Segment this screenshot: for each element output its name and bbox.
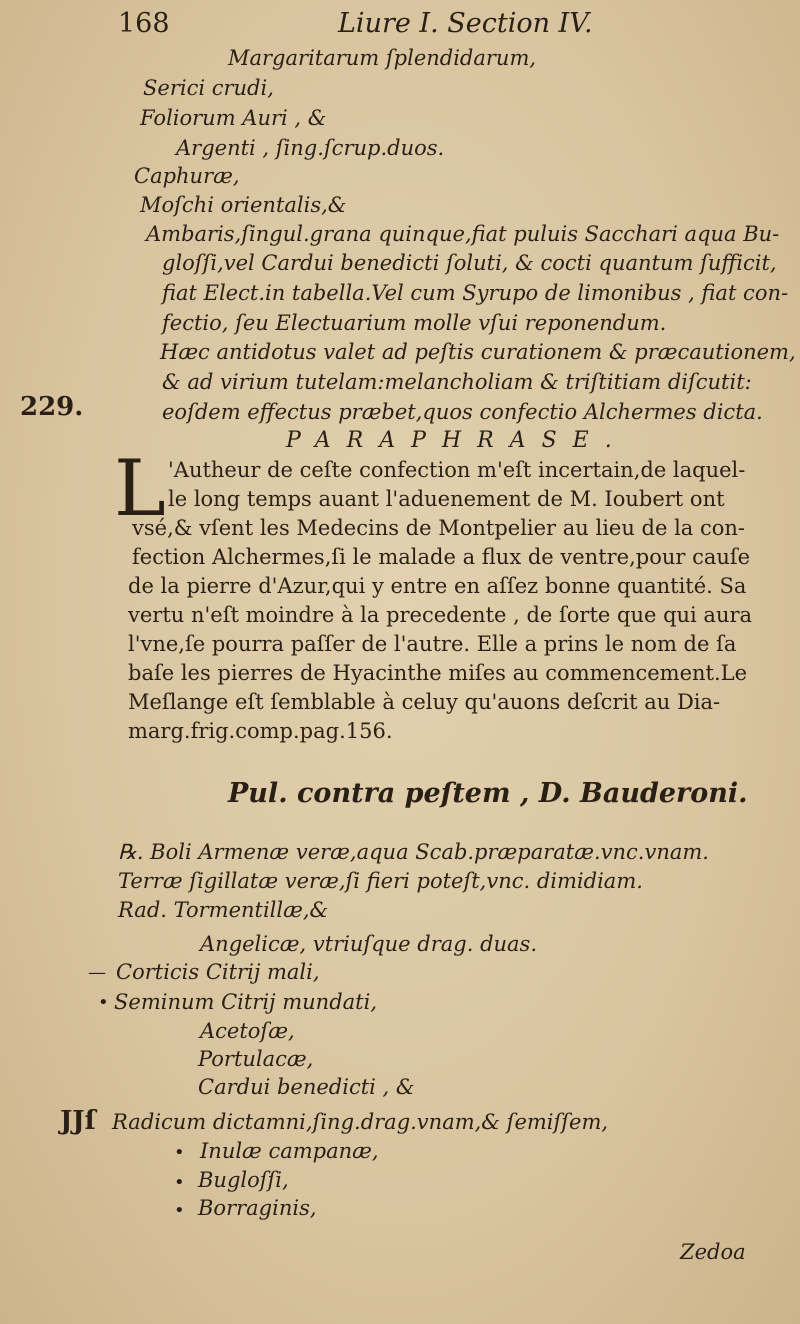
paraphrase-line: fection Alchermes,ſi le malade a flux de ventre,pour cauſe (132, 545, 751, 569)
drop-cap: L (114, 444, 166, 534)
paraphrase-line: vsé,& vſent les Medecins de Montpelier au lieu de la con- (132, 516, 746, 540)
recipe1-line: Ambaris,ſingul.grana quinque,fiat puluis Sacchari aqua Bu- (146, 222, 780, 246)
running-title: Liure I. Section IV. (338, 8, 593, 39)
recipe2-line: Rad. Tormentillæ,& (118, 898, 329, 922)
recipe1-line: fectio, ſeu Electuarium molle vſui reponendum. (162, 311, 667, 335)
paraphrase-line: marg.frig.comp.pag.156. (128, 719, 393, 743)
recipe1-line: Foliorum Auri , & (140, 106, 327, 130)
recipe2-line: Radicum dictamni,ſing.drag.vnam,& ſemiſſem, (112, 1110, 609, 1134)
recipe2-line: Terræ ſigillatæ veræ,ſi fieri poteſt,vnc. dimidiam. (118, 869, 643, 893)
paraphrase-line: vertu n'eſt moindre à la precedente , de ſorte que qui aura (128, 603, 753, 627)
recipe2-line: Borraginis, (198, 1196, 317, 1220)
recipe2-line: Portulacæ, (198, 1047, 314, 1071)
bullet-icon: • (98, 992, 109, 1013)
margin-note: JJſ (60, 1106, 96, 1136)
recipe1-line: Argenti , ſing.ſcrup.duos. (176, 136, 445, 160)
recipe1-line: Caphuræ, (134, 164, 240, 188)
recipe2-line: Corticis Citrij mali, (116, 960, 320, 984)
bullet-icon: • (174, 1172, 185, 1193)
recipe2-line: Acetoſæ, (200, 1019, 295, 1043)
recipe1-line: Margaritarum ſplendidarum, (228, 46, 537, 70)
recipe1-note-line: Hæc antidotus valet ad peſtis curationem & præcautionem, (160, 340, 796, 364)
bullet-icon: • (174, 1142, 185, 1163)
recipe2-line: ℞. Boli Armenæ veræ,aqua Scab.præparatæ.vnc.vnam. (118, 840, 709, 864)
recipe1-line: fiat Elect.in tabella.Vel cum Syrupo de limonibus , fiat con- (162, 281, 789, 305)
recipe2-line: Angelicæ, vtriuſque drag. duas. (200, 932, 538, 956)
page-number: 168 (118, 8, 170, 39)
recipe1-line: Serici crudi, (143, 76, 274, 100)
recipe1-line: Moſchi orientalis,& (140, 193, 347, 217)
recipe2-title: Pul. contra peſtem , D. Bauderoni. (228, 778, 748, 809)
recipe1-note-line: & ad virium tutelam:melancholiam & triſtitiam diſcutit: (162, 370, 752, 394)
mark-icon: — (88, 962, 106, 983)
paraphrase-line: le long temps auant l'aduenement de M. Ioubert ont (168, 487, 725, 511)
bullet-icon: • (174, 1200, 185, 1221)
recipe1-note-line: eoſdem effectus præbet,quos confectio Alchermes dicta. (162, 400, 763, 424)
margin-note: 229. (20, 392, 84, 422)
recipe1-line: gloſſi,vel Cardui benedicti ſoluti, & cocti quantum ſufficit, (162, 251, 777, 275)
recipe2-line: Seminum Citrij mundati, (114, 990, 378, 1014)
paraphrase-line: Meſlange eſt ſemblable à celuy qu'auons deſcrit au Dia- (128, 690, 721, 714)
paraphrase-line: l'vne,ſe pourra paſſer de l'autre. Elle a prins le nom de ſa (128, 632, 737, 656)
catchword: Zedoa (680, 1240, 746, 1264)
recipe2-line: Inulæ campanæ, (200, 1139, 379, 1163)
paraphrase-line: 'Autheur de ceſte confection m'eſt incertain,de laquel- (168, 458, 746, 482)
recipe2-line: Bugloſſi, (198, 1168, 289, 1192)
paraphrase-line: de la pierre d'Azur,qui y entre en aſſez bonne quantité. Sa (128, 574, 747, 598)
recipe2-line: Cardui benedicti , & (198, 1075, 415, 1099)
paraphrase-title: PARAPHRASE. (286, 428, 628, 453)
paraphrase-line: baſe les pierres de Hyacinthe miſes au commencement.Le (128, 661, 748, 685)
